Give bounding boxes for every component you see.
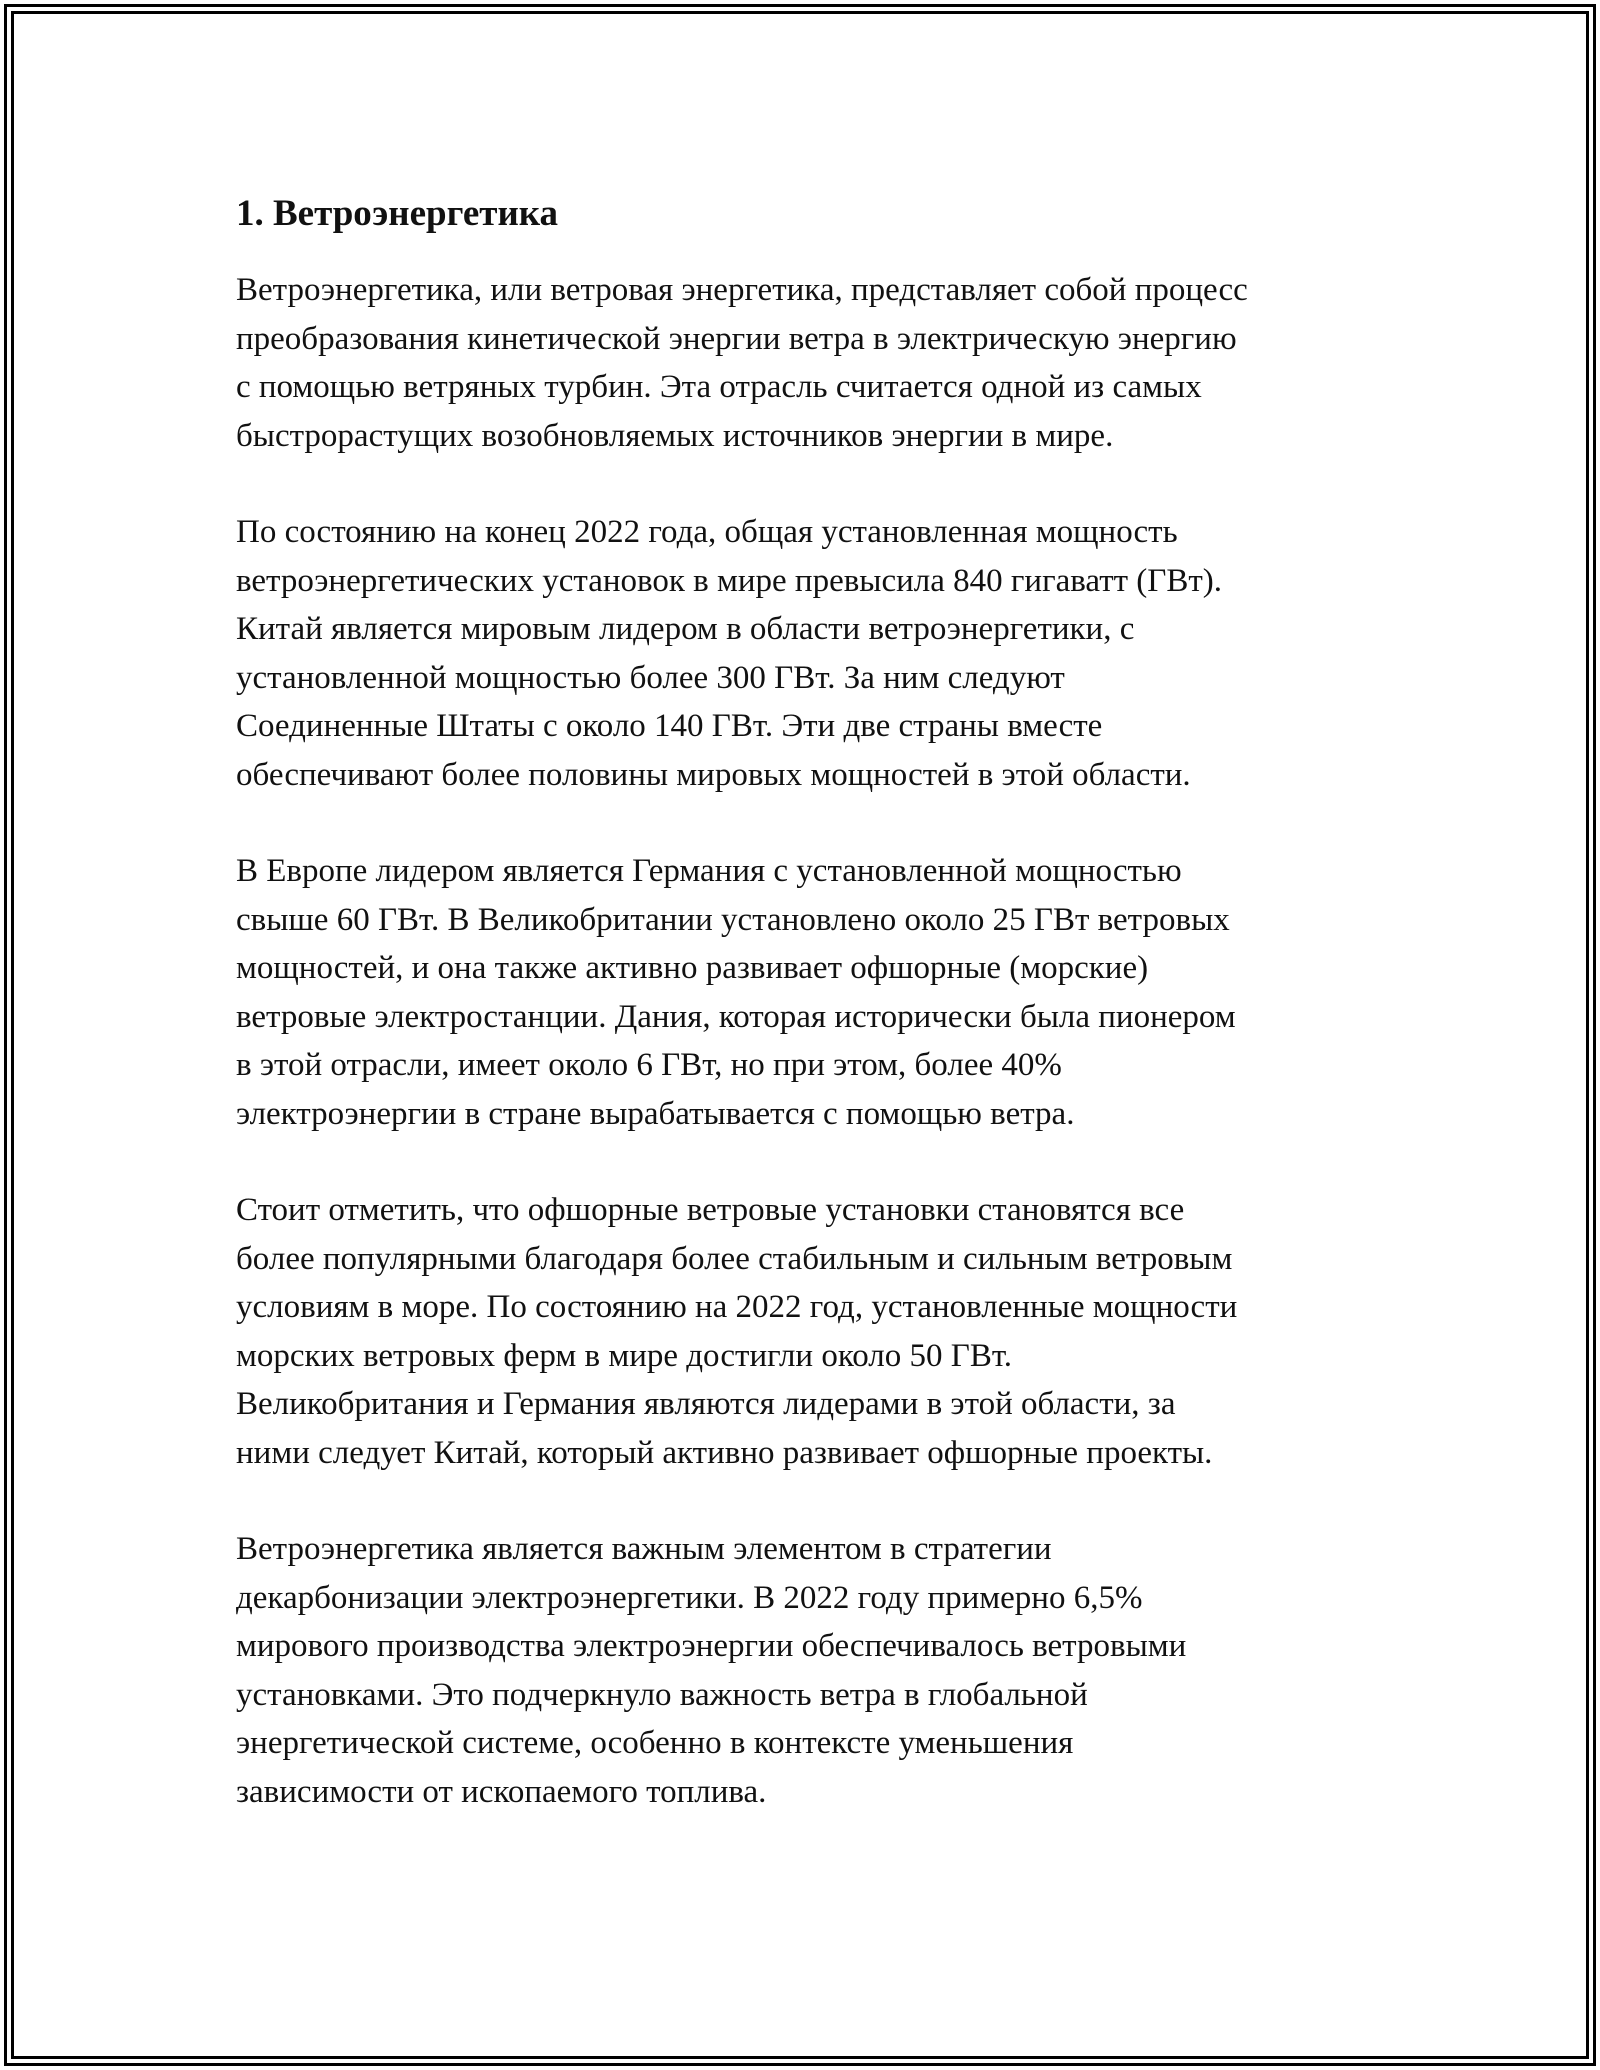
paragraph-global-capacity: По состоянию на конец 2022 года, общая установленная мощность ветроэнергетических установок в мире превысила 840 гигаватт (ГВт). Китай является мировым лидером в области ветроэнергетики, с установленной мощностью более 300 ГВт. За ним следуют Соединенные Штаты с около 140 ГВт. Эти две страны вместе обеспечивают более половины мировых мощностей в этой области. — [236, 514, 1223, 793]
paragraph-europe: В Европе лидером является Германия с установленной мощностью свыше 60 ГВт. В Великобритании установлено около 25 ГВт ветровых мощностей, и она также активно развивает офшорные (морские) ветровые электростанции. Дания, которая исторически была пионером в этой отрасли, имеет около 6 ГВт, но при этом, более 40% электроэнергии в стране вырабатывается с помощью ветра. — [236, 853, 1236, 1132]
paragraph-decarbonization: Ветроэнергетика является важным элементом в стратегии декарбонизации электроэнергетики. В 2022 году примерно 6,5% мирового производства электроэнергии обеспечивалось ветровыми установками. Это подчеркнуло важность ветра в глобальной энергетической системе, особенно в контексте уменьшения зависимости от ископаемого топлива. — [236, 1531, 1187, 1810]
paragraph-intro: Ветроэнергетика, или ветровая энергетика, представляет собой процесс преобразования кинетической энергии ветра в электрическую энергию с помощью ветряных турбин. Эта отрасль считается одной из самых быстрорастущих возобновляемых источников энергии в мире. — [236, 272, 1248, 454]
document-body — [236, 188, 1386, 1864]
paragraph-offshore: Стоит отметить, что офшорные ветровые установки становятся все более популярными благодаря более стабильным и сильным ветровым условиям в море. По состоянию на 2022 год, установленные мощности морских ветровых ферм в мире достигли около 50 ГВт. Великобритания и Германия являются лидерами в этой области, за ними следует Китай, который активно развивает офшорные проекты. — [236, 1192, 1238, 1471]
section-title: 1. Ветроэнергетика — [236, 193, 559, 234]
